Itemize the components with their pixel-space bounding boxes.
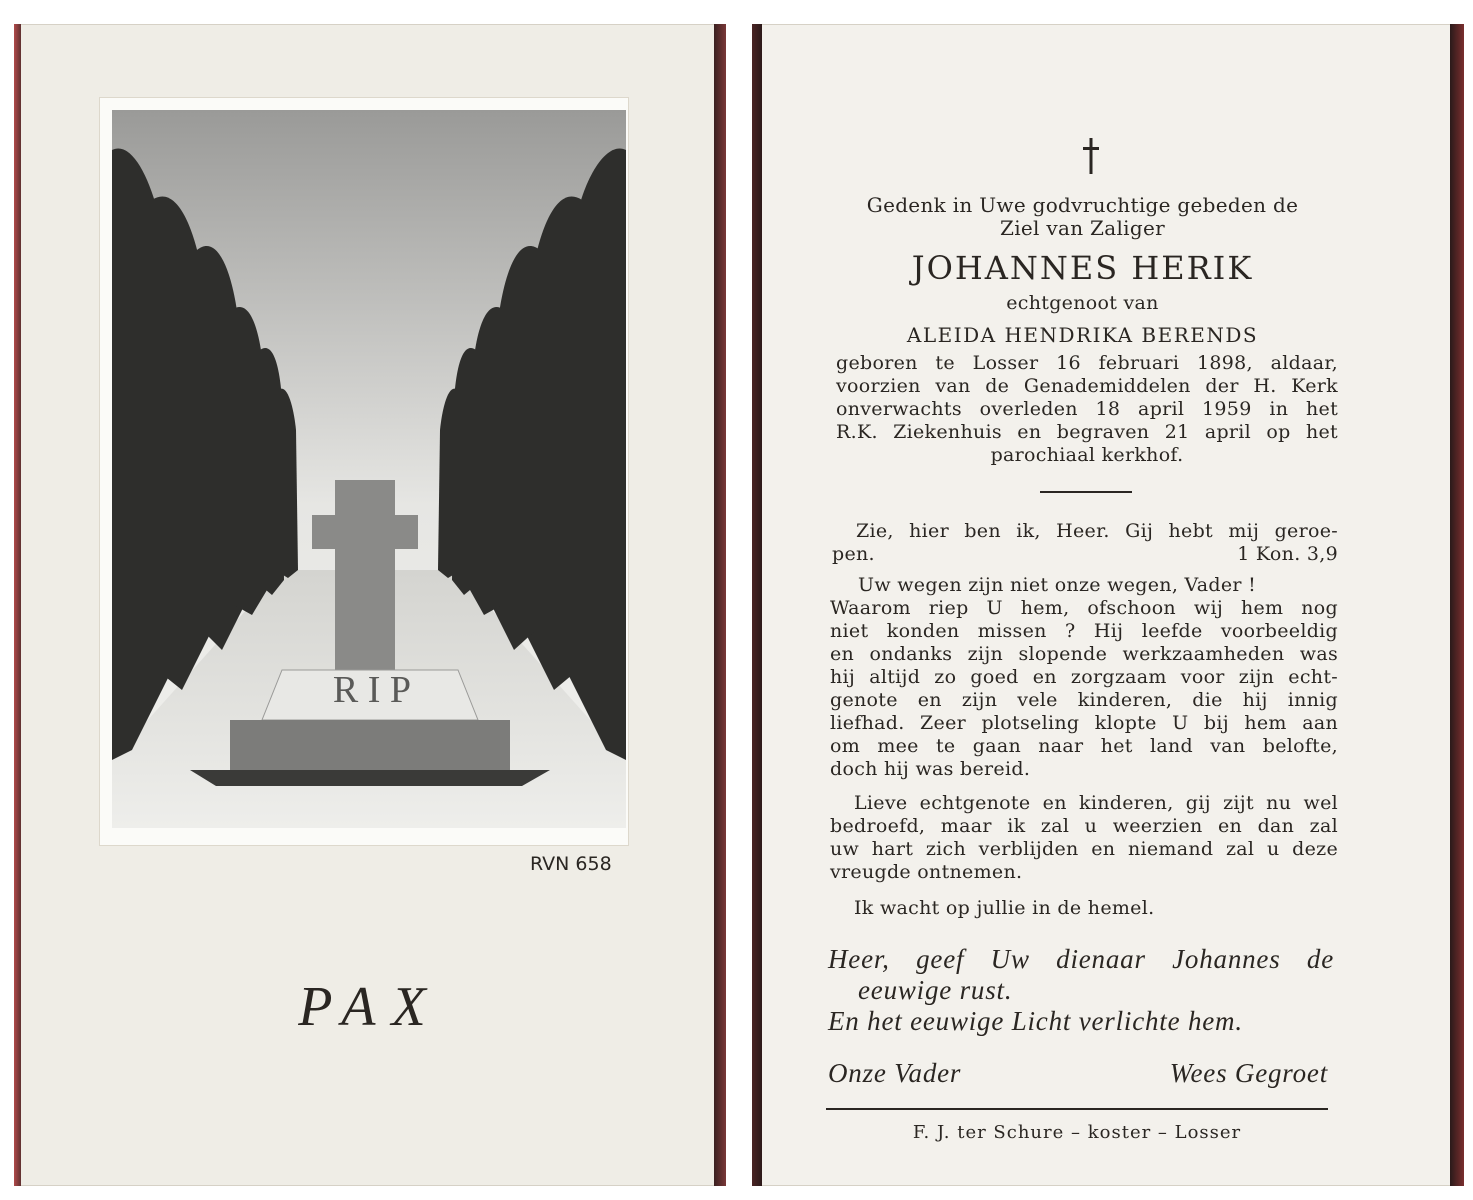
divider (1040, 491, 1132, 493)
intro-line-1: Gedenk in Uwe godvruchtige gebeden de (866, 193, 1299, 217)
para1-line-2: Waarom riep U hem, ofschoon wij hem nog (830, 597, 1338, 619)
para1-line-6: genote en zijn vele kinderen, die hij innig (830, 689, 1338, 711)
spouse-text: ALEIDA HENDRIKA BERENDS (906, 323, 1259, 347)
wees-gegroet: Wees Gegroet (1169, 1058, 1328, 1088)
para1-line-3: niet konden missen ? Hij leefde voorbeeldig (830, 620, 1338, 642)
bio-line-2: voorzien van de Genademiddelen der H. Kerk (836, 375, 1338, 397)
relation (820, 292, 1345, 315)
para2-line-1: Lieve echtgenote en kinderen, gij zijt nu wel (854, 792, 1338, 814)
bio-line-1: geboren te Losser 16 februari 1898, aldaar, (836, 352, 1338, 374)
prayer-line-2: eeuwige rust. (858, 975, 1013, 1005)
intro (820, 194, 1345, 240)
paragraph-3 (854, 897, 1379, 920)
printer-credit: F. J. ter Schure – koster – Losser (912, 1122, 1242, 1143)
print-code: RVN 658 (530, 853, 612, 875)
paragraph-2 (830, 792, 1338, 884)
biography (836, 352, 1338, 467)
onze-vader: Onze Vader (828, 1058, 962, 1088)
quote-end: pen. (832, 543, 875, 565)
relation-text: echtgenoot van (1006, 292, 1159, 314)
bio-line-5: parochiaal kerkhof. (990, 444, 1184, 466)
cemetery-illustration (112, 110, 626, 828)
name-text: JOHANNES HERIK (911, 249, 1254, 287)
para1-line-4: en ondanks zijn slopende werkzaamheden was (830, 643, 1338, 665)
spouse-name (820, 322, 1345, 348)
para2-line-2: bedroefd, maar ik zal u weerzien en dan zal (830, 815, 1338, 837)
para2-line-4: vreugde ontnemen. (830, 861, 1023, 883)
prayer-line-1: Heer, geef Uw dienaar Johannes de (828, 944, 1334, 974)
bio-line-4: R.K. Ziekenhuis en begraven 21 april op het (836, 421, 1338, 443)
prayer (828, 944, 1334, 1037)
scripture-quote (832, 520, 1338, 566)
para3-line: Ik wacht op jullie in de hemel. (854, 897, 1155, 919)
closing-prayers (828, 1058, 1328, 1089)
para1-line-7: liefhad. Zeer plotseling klopte U bij hem aan (830, 712, 1338, 734)
para1-line-1: Uw wegen zijn niet onze wegen, Vader ! (858, 574, 1257, 596)
para1-line-9: doch hij was bereid. (830, 758, 1031, 780)
para1-line-8: om mee te gaan naar het land van belofte, (830, 735, 1338, 757)
deceased-name (820, 248, 1345, 288)
quote-line-1: Zie, hier ben ik, Heer. Gij hebt mij geroe- (856, 520, 1338, 542)
paragraph-1 (830, 574, 1338, 781)
bio-line-3: onverwachts overleden 18 april 1959 in het (836, 398, 1338, 420)
quote-line-2 (832, 543, 1338, 566)
intro-line-2: Ziel van Zaliger (1000, 216, 1165, 240)
rip-text: R I P (332, 669, 412, 711)
pax-heading: PAX (298, 976, 442, 1038)
para1-line-5: hij altijd zo goed en zorgzaam voor zijn echt- (830, 666, 1338, 688)
prayer-line-3: En het eeuwige Licht verlichte hem. (828, 1006, 1243, 1036)
para2-line-3: uw hart zich verblijden en niemand zal u deze (830, 838, 1338, 860)
quote-reference: 1 Kon. 3,9 (1237, 543, 1338, 565)
cross-icon (1082, 138, 1100, 174)
footer-rule (826, 1108, 1328, 1110)
